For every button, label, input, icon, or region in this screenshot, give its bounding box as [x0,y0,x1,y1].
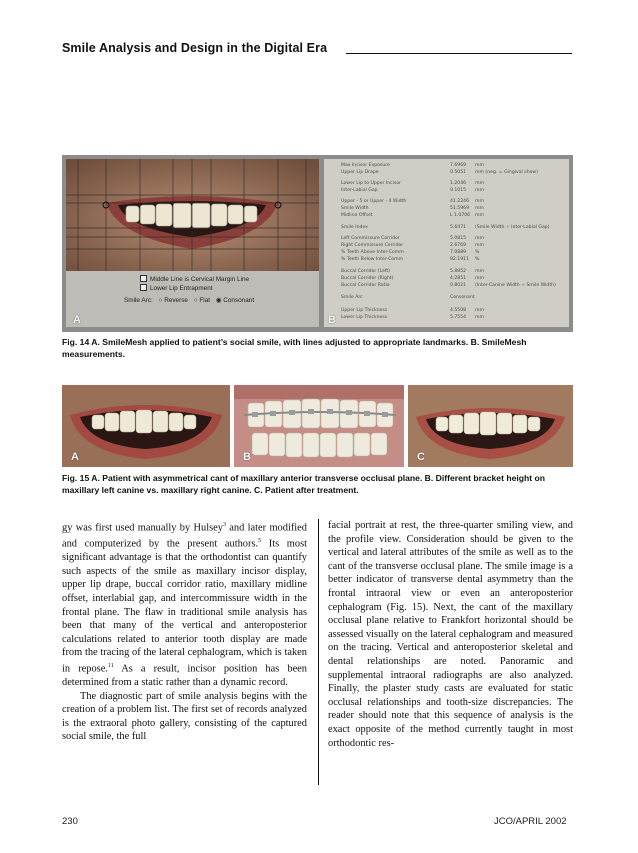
measurement-value: 0.8021 [450,283,467,288]
panel-label-b: B [328,314,336,326]
panel-label-a: A [71,451,79,463]
radio-flat[interactable]: ○ Flat [193,297,211,304]
measurement-unit: mm [475,269,484,274]
measurement-unit: mm [475,308,484,313]
journal-issue: JCO/APRIL 2002 [494,816,567,827]
checkbox-icon[interactable] [140,275,147,282]
measurements-list [324,159,569,327]
measurement-unit: % [475,250,480,255]
panel-label-a: A [73,314,81,326]
measurement-value: Consonant [450,295,475,300]
figure-15 [62,385,573,467]
measurement-unit: mm [475,243,484,248]
measurement-label: Inter-Labial Gap [341,188,378,193]
smilemesh-photo [66,159,319,271]
measurement-value: 0.5051 [450,170,467,175]
measurement-label: % Teeth Below Inter-Comm [341,257,404,262]
body-column-left [62,519,307,744]
measurement-value: 4.2851 [450,276,467,281]
figure-14-caption: Fig. 14 A. SmileMesh applied to patient’s social smile, with lines adjusted to appropriate landmarks. B. SmileMesh measurements. [62,337,527,359]
figure-14-panel-a [66,159,319,327]
header-rule [346,53,572,54]
figure-14 [62,155,573,332]
measurement-label: % Teeth Above Inter-Comm [341,250,404,255]
measurement-value: 7.6969 [450,163,467,168]
paragraph: facial portrait at rest, the three-quarter smiling view, and the profile view. Consideration should be given to the vertical and lateral attributes of the smile as well as to the cant of the transverse occlusal plane. The smile image is a better indicator of transverse dental asymmetry than the frontal intraoral view or even an anteroposterior cephalogram (Fig. 15). Next, the cant of the maxillary occlusal plane relative to Frankfort horizontal should be assessed visually on the lateral cephalogram and measured on the tracing. Vertical and anteroposterior skeletal and dental relationships are noted. Panoramic and supplemental intraoral radiographs are also analyzed. Finally, the plaster study casts are evaluated for static occlusal relationships and tooth-size discrepancies. The reader should note that this sequence of analysis is the exact opposite of the method currently taught in most orthodontic res- [328,520,573,749]
measurement-value: L 1.0706 [450,213,471,218]
measurement-label: Upper Lip Thickness [341,308,388,313]
measurement-unit: mm [475,276,484,281]
checkbox-icon[interactable] [140,284,147,291]
body-column-right [328,519,573,750]
measurement-label: Midline Offset [341,213,373,218]
page-number: 230 [62,816,78,827]
measurement-unit: mm (neg. = Gingival show) [475,170,538,175]
measurement-label: Lower Lip to Upper Incisor [341,181,402,186]
measurement-label: Lower Lip Thickness [341,315,388,320]
measurement-value: 7.0889 [450,250,467,255]
smile-arc-radio-row: Smile Arc: ○ Reverse ○ Flat ◉ Consonant [124,297,255,304]
radio-reverse[interactable]: ○ Reverse [158,297,188,304]
paragraph: gy was first used manually by Hulsey$^3$ and later modified and computerized by the present authors.$^5$ Its most significant advantage is that the orthodontist can quantify such aspects of the smile as maxillary incisor display, upper lip drape, buccal corridor ratio, maxillary midline offset, interlabial gap, and intercommissure width in the frontal plane. The flaw in traditional smile analysis has been that many of the vertical and anteroposterior calculations related to anterior tooth display are made from the tracing of the lateral cephalogram, which is taken in repose.$^{11}$ As a result, incisor position has been determined from a static rather than a dynamic record. [62,522,307,688]
measurement-label: Smile Arc [341,295,363,300]
panel-label-b: B [243,451,251,463]
measurement-value: 5.8852 [450,269,467,274]
measurement-label: Right Commissure Corridor [341,243,404,248]
lip-entrapment-checkbox-row[interactable]: Lower Lip Entrapment [140,284,213,292]
paragraph: The diagnostic part of smile analysis begins with the creation of a problem list. The first set of records analyzed is the extraoral photo gallery, consisting of the captured social smile, the full [62,690,307,743]
measurement-unit: mm [475,199,484,204]
measurement-unit: mm [475,236,484,241]
measurement-value: 5.0815 [450,236,467,241]
smile-photo-a [62,385,230,467]
running-title: Smile Analysis and Design in the Digital Era [62,41,328,55]
measurement-label: Upper - 5 or Upper - 4 Width [341,199,407,204]
figure-15-caption: Fig. 15 A. Patient with asymmetrical cant of maxillary anterior transverse occlusal plane. B. Different bracket height on maxillary left canine vs. maxillary right canine. C. Patient after treatment. [62,473,545,495]
column-divider [318,519,319,785]
smile-photo-b [234,385,404,467]
panel-label-c: C [417,451,425,463]
measurement-unit: (Smile Width ÷ Inter-Labial Gap) [475,225,550,230]
measurement-value: 92.1911 [450,257,469,262]
measurement-unit: mm [475,213,484,218]
measurement-label: Smile Index [341,225,368,230]
smilemesh-options [66,271,319,327]
measurement-unit: mm [475,163,484,168]
measurement-unit: mm [475,181,484,186]
measurement-value: 1.2046 [450,181,467,186]
measurement-label: Buccal Corridor (Left) [341,269,390,274]
measurement-unit: % [475,257,480,262]
measurement-value: 41.2246 [450,199,469,204]
figure-14-panel-b [324,159,569,327]
measurement-value: 9.1015 [450,188,467,193]
measurement-value: 4.5508 [450,308,467,313]
smile-photo-c [408,385,573,467]
measurement-label: Left Commissure Corridor [341,236,400,241]
measurement-unit: (Inter-Canine Width ÷ Smile Width) [475,283,556,288]
measurement-label: Buccal Corridor (Right) [341,276,394,281]
measurement-label: Smile Width [341,206,369,211]
cervical-margin-checkbox-row[interactable]: Middle Line is Cervical Margin Line [140,275,249,283]
measurement-value: 5.7554 [450,315,467,320]
measurement-value: 5.6471 [450,225,467,230]
measurement-unit: mm [475,315,484,320]
radio-consonant[interactable]: ◉ Consonant [215,297,255,304]
measurement-value: 2.6769 [450,243,467,248]
measurement-unit: mm [475,206,484,211]
measurement-label: Buccal Corridor Ratio [341,283,390,288]
measurement-label: Max Incisor Exposure [341,163,390,168]
measurement-value: 51.5969 [450,206,469,211]
measurement-unit: mm [475,188,484,193]
measurement-label: Upper Lip Drape [341,170,379,175]
